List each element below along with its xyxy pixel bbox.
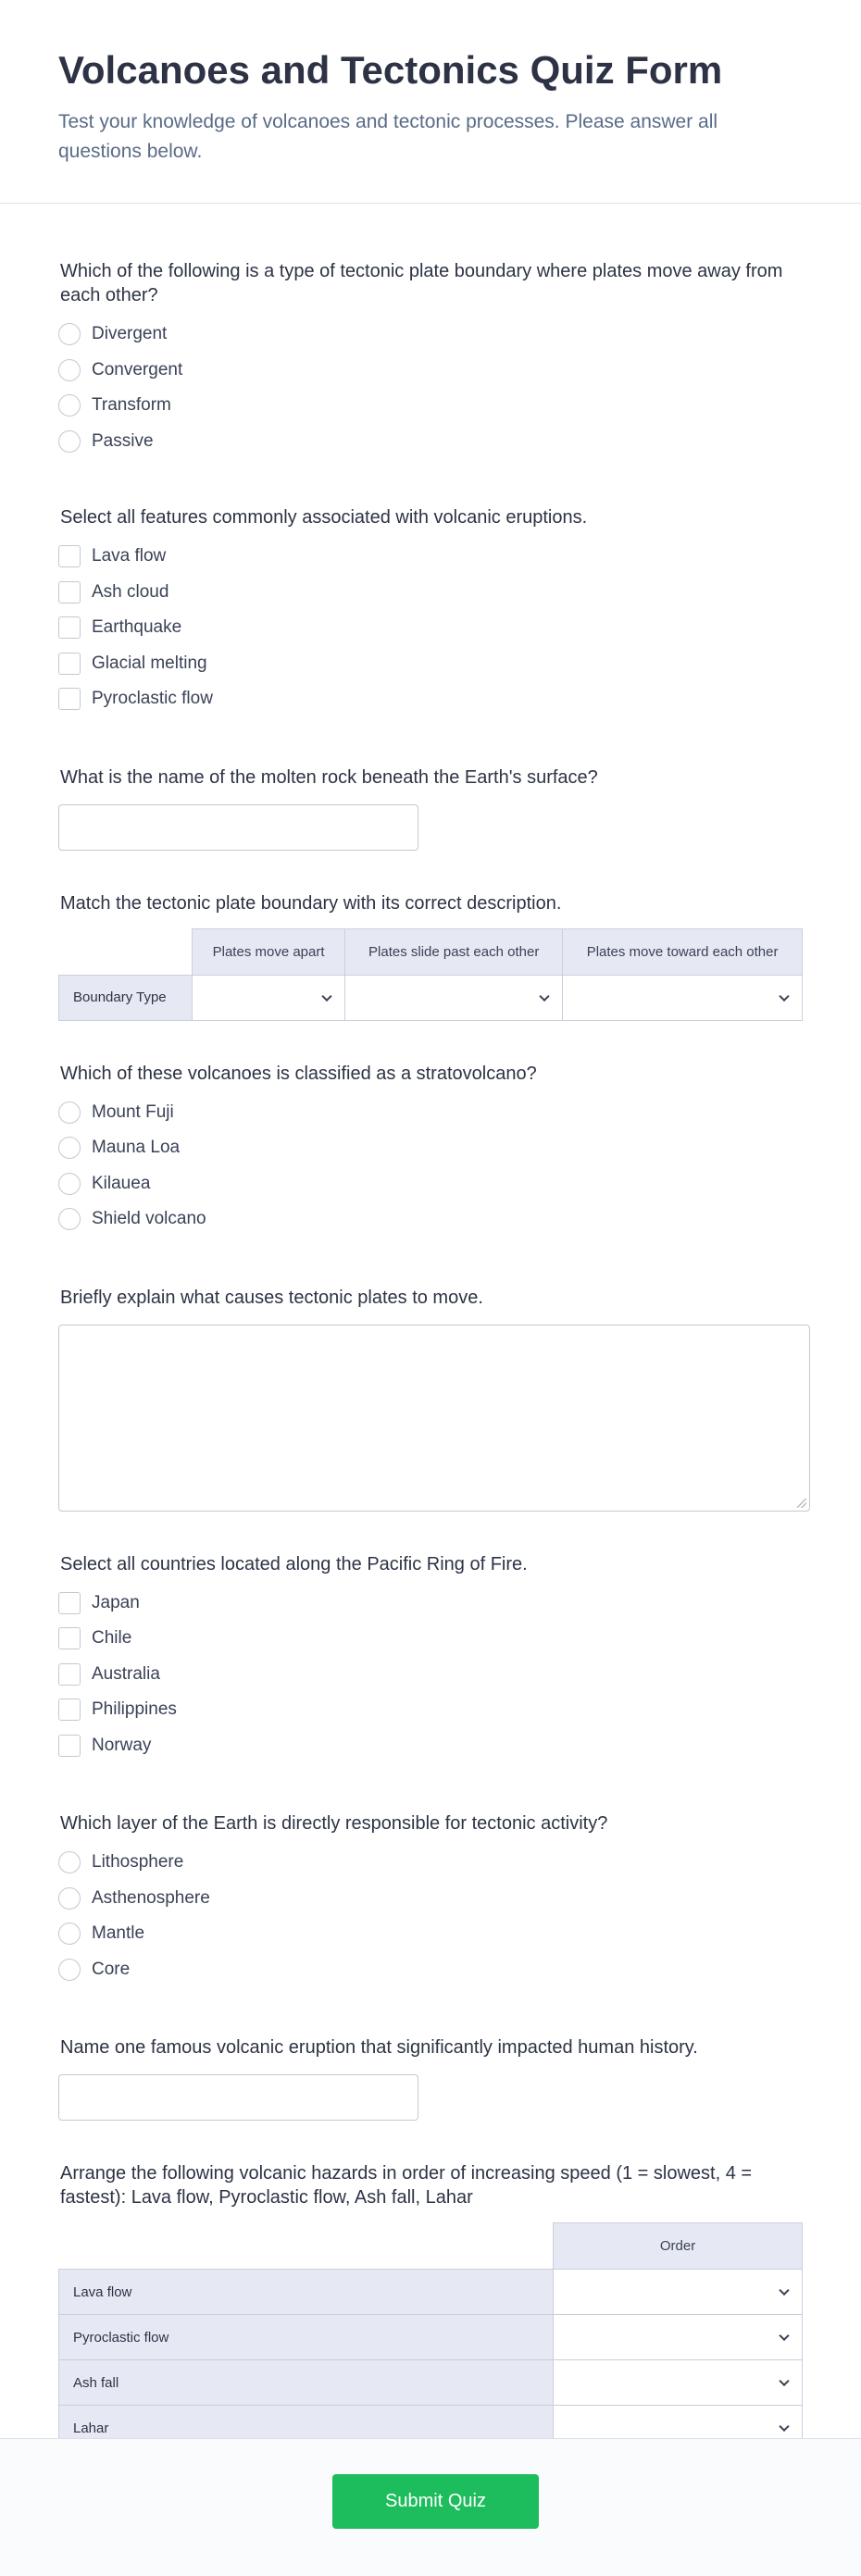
option-label: Asthenosphere <box>92 1887 210 1908</box>
radio-button[interactable] <box>58 430 81 453</box>
question-title: Match the tectonic plate boundary with its correct description. <box>60 892 562 914</box>
radio-button[interactable] <box>58 1208 81 1230</box>
checkbox-option-glacial-melting[interactable] <box>58 646 803 682</box>
option-label: Ash cloud <box>92 581 169 602</box>
select-order-pyroclastic-flow[interactable] <box>554 2315 803 2360</box>
question-title: Name one famous volcanic eruption that significantly impacted human history. <box>60 2037 698 2058</box>
row-header: Lahar <box>59 2406 554 2451</box>
option-label: Kilauea <box>92 1173 151 1193</box>
checkbox[interactable] <box>58 688 81 710</box>
select-plates-slide-past[interactable] <box>345 975 563 1020</box>
option-label: Convergent <box>92 359 183 380</box>
radio-button[interactable] <box>58 1137 81 1159</box>
radio-option-mantle[interactable] <box>58 1916 803 1952</box>
option-label: Mantle <box>92 1923 145 1944</box>
question-8 <box>58 1811 803 1987</box>
chevron-down-icon <box>779 2285 789 2296</box>
option-label: Pyroclastic flow <box>92 689 213 709</box>
radio-button[interactable] <box>58 359 81 381</box>
radio-button[interactable] <box>58 1101 81 1124</box>
option-label: Transform <box>92 395 171 416</box>
chevron-down-icon <box>779 2376 789 2386</box>
checkbox-option-earthquake[interactable] <box>58 610 803 646</box>
checkbox-option-norway[interactable] <box>58 1728 803 1764</box>
radio-option-core[interactable] <box>58 1952 803 1988</box>
radio-option-kilauea[interactable] <box>58 1166 803 1202</box>
select-order-lava-flow[interactable] <box>554 2270 803 2315</box>
plate-movement-textarea[interactable] <box>58 1325 810 1512</box>
question-title: Which of these volcanoes is classified as a stratovolcano? <box>60 1063 537 1084</box>
option-label: Earthquake <box>92 617 182 638</box>
option-label: Divergent <box>92 324 168 344</box>
question-3 <box>58 765 803 851</box>
checkbox[interactable] <box>58 1592 81 1614</box>
form-footer <box>0 2438 861 2576</box>
option-label: Mount Fuji <box>92 1101 174 1122</box>
question-7 <box>58 1552 803 1764</box>
radio-button[interactable] <box>58 394 81 417</box>
radio-option-divergent[interactable] <box>58 317 803 353</box>
option-label: Norway <box>92 1735 152 1755</box>
question-title: Arrange the following volcanic hazards in order of increasing speed (1 = slowest, 4 = fastest): Lava flow, Pyroclastic flow, Ash fall, Lahar <box>60 2163 753 2208</box>
question-title: What is the name of the molten rock beneath the Earth's surface? <box>60 766 598 788</box>
checkbox-option-chile[interactable] <box>58 1621 803 1657</box>
radio-button[interactable] <box>58 1887 81 1910</box>
checkbox[interactable] <box>58 616 81 639</box>
row-header: Boundary Type <box>59 975 193 1020</box>
radio-option-shield-volcano[interactable] <box>58 1201 803 1238</box>
checkbox-option-australia[interactable] <box>58 1657 803 1693</box>
radio-button[interactable] <box>58 1173 81 1195</box>
radio-button[interactable] <box>58 323 81 345</box>
checkbox[interactable] <box>58 1627 81 1649</box>
submit-quiz-button[interactable]: Submit Quiz <box>332 2474 539 2529</box>
radio-button[interactable] <box>58 1851 81 1873</box>
question-title: Select all features commonly associated with volcanic eruptions. <box>60 507 588 528</box>
row-header: Ash fall <box>59 2360 554 2406</box>
question-5 <box>58 1062 803 1238</box>
checkbox[interactable] <box>58 1735 81 1757</box>
radio-button[interactable] <box>58 1959 81 1981</box>
question-title: Which of the following is a type of tectonic plate boundary where plates move away from each other? <box>60 261 783 305</box>
radio-option-mauna-loa[interactable] <box>58 1130 803 1166</box>
hazard-order-matrix <box>58 2222 803 2451</box>
chevron-down-icon <box>779 2331 789 2341</box>
radio-option-passive[interactable] <box>58 424 803 460</box>
row-header: Pyroclastic flow <box>59 2315 554 2360</box>
checkbox-option-pyroclastic-flow[interactable] <box>58 681 803 717</box>
option-label: Philippines <box>92 1699 177 1720</box>
radio-option-asthenosphere[interactable] <box>58 1881 803 1917</box>
option-label: Lithosphere <box>92 1852 184 1873</box>
radio-button[interactable] <box>58 1923 81 1945</box>
checkbox-option-japan[interactable] <box>58 1586 803 1622</box>
column-header: Order <box>554 2223 803 2270</box>
chevron-down-icon <box>540 990 550 1001</box>
question-6 <box>58 1286 803 1512</box>
question-9 <box>58 2035 803 2121</box>
option-label: Passive <box>92 430 154 451</box>
chevron-down-icon <box>779 2421 789 2432</box>
question-2 <box>58 505 803 717</box>
option-label: Glacial melting <box>92 653 207 673</box>
option-label: Japan <box>92 1592 140 1612</box>
famous-eruption-input[interactable] <box>58 2074 418 2121</box>
checkbox[interactable] <box>58 653 81 675</box>
page-subtitle: Test your knowledge of volcanoes and tectonic processes. Please answer all questions below. <box>58 111 718 162</box>
option-label: Lava flow <box>92 546 167 566</box>
select-order-ash-fall[interactable] <box>554 2360 803 2406</box>
question-10 <box>58 2161 803 2451</box>
checkbox[interactable] <box>58 1699 81 1721</box>
radio-option-transform[interactable] <box>58 388 803 424</box>
checkbox-option-lava-flow[interactable] <box>58 539 803 575</box>
option-label: Core <box>92 1959 131 1979</box>
checkbox[interactable] <box>58 581 81 604</box>
form-header <box>0 0 861 204</box>
resize-handle[interactable] <box>797 1499 806 1508</box>
checkbox-option-ash-cloud[interactable] <box>58 575 803 611</box>
select-plates-move-toward[interactable] <box>563 975 803 1020</box>
radio-option-convergent[interactable] <box>58 353 803 389</box>
boundary-match-matrix <box>58 928 803 1021</box>
radio-option-lithosphere[interactable] <box>58 1845 803 1881</box>
question-4 <box>58 891 803 1021</box>
question-title: Select all countries located along the Pacific Ring of Fire. <box>60 1553 528 1574</box>
checkbox[interactable] <box>58 1663 81 1686</box>
question-title: Which layer of the Earth is directly responsible for tectonic activity? <box>60 1813 608 1834</box>
question-title: Briefly explain what causes tectonic plates to move. <box>60 1287 483 1308</box>
checkbox[interactable] <box>58 545 81 567</box>
column-header: Plates slide past each other <box>345 928 563 975</box>
question-1 <box>58 259 803 459</box>
molten-rock-input[interactable] <box>58 804 418 851</box>
radio-option-mount-fuji[interactable] <box>58 1095 803 1131</box>
checkbox-option-philippines[interactable] <box>58 1692 803 1728</box>
chevron-down-icon <box>779 990 789 1001</box>
column-header: Plates move apart <box>193 928 345 975</box>
matrix-corner <box>59 928 193 975</box>
form-body <box>0 204 861 2451</box>
select-plates-move-apart[interactable] <box>193 975 345 1020</box>
option-label: Shield volcano <box>92 1209 206 1229</box>
row-header: Lava flow <box>59 2270 554 2315</box>
column-header: Plates move toward each other <box>563 928 803 975</box>
option-label: Australia <box>92 1663 160 1684</box>
option-label: Mauna Loa <box>92 1138 181 1158</box>
page-title: Volcanoes and Tectonics Quiz Form <box>58 48 723 92</box>
matrix-corner <box>59 2223 554 2270</box>
option-label: Chile <box>92 1628 132 1649</box>
chevron-down-icon <box>321 990 331 1001</box>
